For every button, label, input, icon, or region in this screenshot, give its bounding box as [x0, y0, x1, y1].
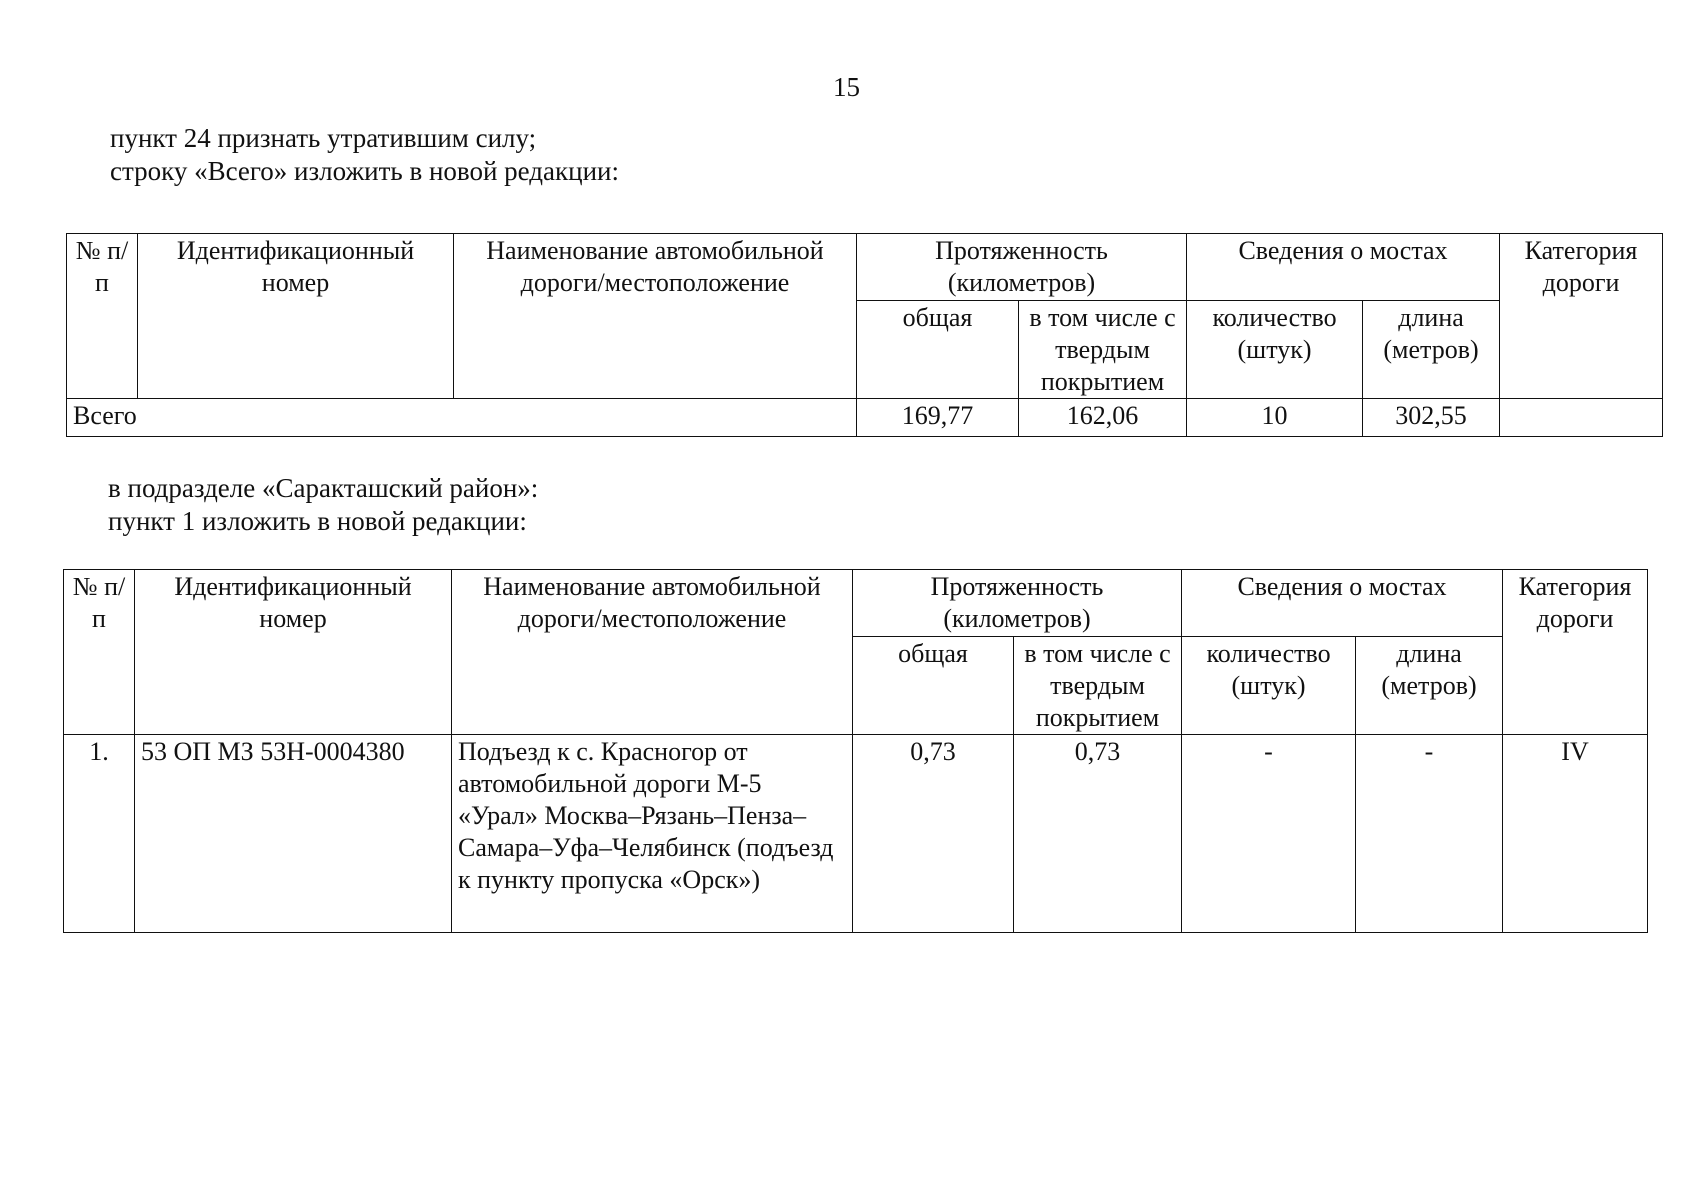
- section2-line-2: пункт 1 изложить в новой редакции:: [108, 506, 527, 536]
- header-id: Идентификационный номер: [135, 570, 452, 735]
- page-number: 15: [833, 72, 860, 102]
- table-row: [64, 735, 1648, 933]
- intro-line-1: пункт 24 признать утратившим силу;: [110, 123, 537, 153]
- total-row: [67, 399, 1663, 437]
- header-name: Наименование автомобильной дороги/местоположение: [452, 570, 853, 735]
- road-table: [63, 569, 1648, 933]
- total-label: Всего: [67, 399, 857, 437]
- header-length: Протяженность (километров): [853, 570, 1182, 637]
- header-length: Протяженность (километров): [857, 234, 1187, 301]
- header-bridges-length: длина (метров): [1356, 637, 1503, 735]
- row-category: IV: [1503, 735, 1648, 933]
- header-category: Категория дороги: [1500, 234, 1663, 399]
- header-length-total: общая: [857, 301, 1019, 399]
- total-category: [1500, 399, 1663, 437]
- header-bridges: Сведения о мостах: [1182, 570, 1503, 637]
- total-length-hard: 162,06: [1019, 399, 1187, 437]
- row-length-total: 0,73: [853, 735, 1014, 933]
- header-length-hard: в том числе с твердым покрытием: [1019, 301, 1187, 399]
- row-num: 1.: [64, 735, 135, 933]
- row-name: Подъезд к с. Красногор от автомобильной дороги М-5 «Урал» Москва–Рязань–Пенза–Самара–Уфа–Челябинск (подъезд к пункту пропуска «Орск»): [452, 735, 853, 933]
- header-id: Идентификационный номер: [138, 234, 454, 399]
- totals-table: [66, 233, 1663, 437]
- header-bridges-length: длина (метров): [1363, 301, 1500, 399]
- header-bridges-count: количество (штук): [1182, 637, 1356, 735]
- header-name: Наименование автомобильной дороги/местоположение: [454, 234, 857, 399]
- row-length-hard: 0,73: [1014, 735, 1182, 933]
- total-bridges-length: 302,55: [1363, 399, 1500, 437]
- header-length-hard: в том числе с твердым покрытием: [1014, 637, 1182, 735]
- row-bridges-length: -: [1356, 735, 1503, 933]
- intro-line-2: строку «Всего» изложить в новой редакции:: [110, 156, 619, 186]
- total-length-total: 169,77: [857, 399, 1019, 437]
- row-id: 53 ОП МЗ 53Н-0004380: [135, 735, 452, 933]
- row-bridges-count: -: [1182, 735, 1356, 933]
- header-num: № п/п: [64, 570, 135, 735]
- header-length-total: общая: [853, 637, 1014, 735]
- header-category: Категория дороги: [1503, 570, 1648, 735]
- total-bridges-count: 10: [1187, 399, 1363, 437]
- header-bridges: Сведения о мостах: [1187, 234, 1500, 301]
- section2-line-1: в подразделе «Саракташский район»:: [108, 473, 539, 503]
- header-bridges-count: количество (штук): [1187, 301, 1363, 399]
- header-num: № п/п: [67, 234, 138, 399]
